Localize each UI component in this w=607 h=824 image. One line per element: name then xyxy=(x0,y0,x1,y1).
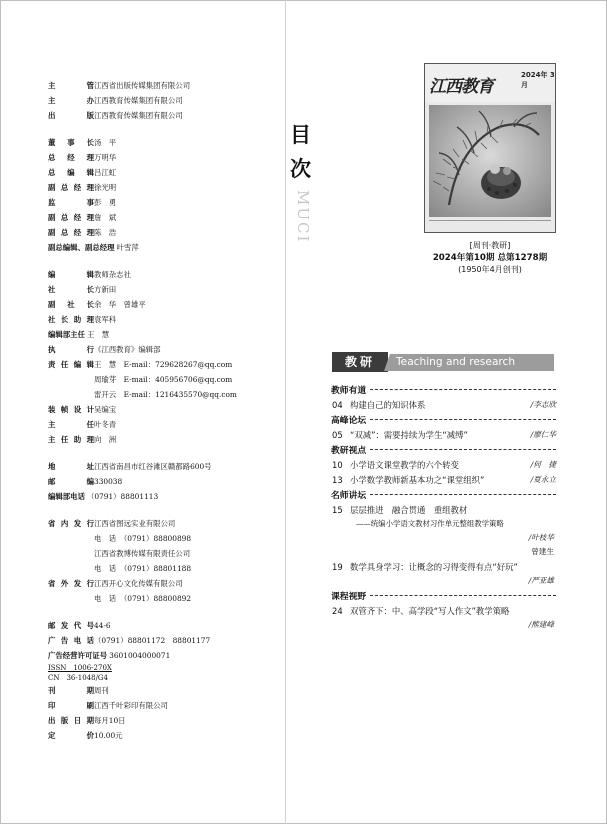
masthead-gap xyxy=(48,606,280,618)
masthead-label: 社 长 xyxy=(48,285,94,294)
toc-article[interactable] xyxy=(331,397,556,412)
masthead-row xyxy=(48,432,280,447)
masthead-row xyxy=(48,180,280,195)
masthead-row xyxy=(48,225,280,240)
masthead-label: 出 版 xyxy=(48,111,94,120)
article-title: 双管齐下：中、高学段“写人作文”教学策略 xyxy=(350,605,510,616)
masthead-row xyxy=(48,459,280,474)
masthead-row xyxy=(48,267,280,282)
masthead-row xyxy=(48,516,280,531)
masthead-value: 叶冬青 xyxy=(94,420,117,429)
masthead xyxy=(48,78,280,743)
masthead-gap xyxy=(48,504,280,516)
article-subtitle[interactable]: ——统编小学语文教材习作单元整组教学策略 xyxy=(356,519,504,528)
masthead-label: 广告经营许可证号 xyxy=(48,651,108,660)
article-page: 13 xyxy=(332,474,343,485)
masthead-value: 每月10日 xyxy=(94,716,126,725)
masthead-value: 江西省教博传媒有限责任公司 xyxy=(94,549,191,558)
section-header xyxy=(332,352,554,372)
masthead-value: 3601004000071 xyxy=(109,651,171,660)
magazine-cover xyxy=(424,63,556,233)
toc-column-heading xyxy=(331,382,556,397)
masthead-label: 副总经理 xyxy=(48,213,94,222)
cover-photo xyxy=(429,105,551,217)
masthead-gap xyxy=(48,123,280,135)
masthead-label: 副总经理 xyxy=(48,183,94,192)
masthead-value: 詹 斌 xyxy=(94,213,117,222)
toc-title-char-2: 次 xyxy=(290,157,311,181)
column-name: 教研视点 xyxy=(331,446,367,456)
publication-founded: (1950年4月创刊) xyxy=(458,265,522,274)
toc-article[interactable] xyxy=(331,427,556,442)
dashed-rule xyxy=(370,389,556,390)
masthead-row xyxy=(48,150,280,165)
masthead-label: 主 任 xyxy=(48,420,94,429)
masthead-label: 邮 编 xyxy=(48,477,94,486)
masthead-row xyxy=(48,683,280,698)
masthead-value: 江西开心文化传媒有限公司 xyxy=(94,579,183,588)
masthead-value: 彭 勇 xyxy=(94,198,117,207)
article-author: /何 捷 xyxy=(530,460,556,469)
masthead-row xyxy=(48,108,280,123)
masthead-row xyxy=(48,698,280,713)
section-title-en: Teaching and research xyxy=(390,354,554,371)
masthead-row xyxy=(48,135,280,150)
toc-column-heading xyxy=(331,487,556,502)
masthead-gap xyxy=(48,255,280,267)
article-page: 05 xyxy=(332,429,343,440)
masthead-row xyxy=(48,402,280,417)
masthead-value: 江西教育传媒集团有限公司 xyxy=(94,111,183,120)
masthead-label: 主 管 xyxy=(48,81,94,90)
page-divider xyxy=(285,0,286,824)
masthead-label: 董事长 xyxy=(48,138,94,147)
article-author[interactable]: 曾建生 xyxy=(531,547,554,556)
masthead-row xyxy=(48,633,280,648)
masthead-label: 总编辑 xyxy=(48,168,94,177)
masthead-label: 刊 期 xyxy=(48,686,94,695)
article-author: /廖仁华 xyxy=(530,430,556,439)
masthead-value: 袁军科 xyxy=(94,315,117,324)
article-title: 小学语文课堂教学的六个转变 xyxy=(350,459,459,470)
masthead-row xyxy=(48,312,280,327)
toc-title-char-1: 目 xyxy=(290,123,311,147)
toc-article[interactable] xyxy=(331,472,556,487)
masthead-row xyxy=(48,489,280,504)
masthead-label: 广告电话 xyxy=(48,636,94,645)
masthead-value: （0791）88801113 xyxy=(86,492,159,501)
toc-title-pinyin: MUCI xyxy=(294,190,312,244)
masthead-value: 吕江虹 xyxy=(94,168,117,177)
masthead-value: 周刊 xyxy=(94,686,109,695)
column-name: 课程视野 xyxy=(331,592,367,602)
publication-issue: 2024年第10期 总第1278期 xyxy=(432,253,548,263)
masthead-label: 编 辑 xyxy=(48,270,94,279)
toc-column-heading xyxy=(331,588,556,603)
article-page: 24 xyxy=(332,605,343,616)
masthead-row xyxy=(48,591,280,606)
dashed-rule xyxy=(370,494,556,495)
masthead-value: 余 华 曾雄平 xyxy=(94,300,146,309)
masthead-row xyxy=(48,728,280,743)
masthead-row xyxy=(48,546,280,561)
masthead-label: 社长助理 xyxy=(48,315,94,324)
toc-list xyxy=(331,382,556,632)
masthead-label: 主 办 xyxy=(48,96,94,105)
column-name: 名师讲坛 xyxy=(331,491,367,501)
article-author: /夏永立 xyxy=(530,475,556,484)
masthead-value: 陈 浩 xyxy=(94,228,117,237)
column-name: 教师有道 xyxy=(331,386,367,396)
masthead-row xyxy=(48,327,280,342)
masthead-row xyxy=(48,297,280,312)
masthead-value: 44-6 xyxy=(94,621,111,630)
masthead-label: 监 事 xyxy=(48,198,94,207)
masthead-value: 王 慧 xyxy=(86,330,110,339)
publication-type: [周刊·教研] xyxy=(469,241,511,250)
article-title: 层层推进 融合贯通 重组教材 xyxy=(350,504,468,515)
publication-info xyxy=(424,240,556,276)
masthead-label: 副总编辑、副总经理 xyxy=(48,243,115,252)
masthead-row xyxy=(48,93,280,108)
masthead-value: 方新田 xyxy=(94,285,117,294)
article-author[interactable]: /严亚雄 xyxy=(528,576,554,585)
masthead-label: 装帧设计 xyxy=(48,405,94,414)
masthead-value: 江西千叶彩印有限公司 xyxy=(94,701,168,710)
toc-column-heading xyxy=(331,412,556,427)
article-author: /李志欣 xyxy=(530,400,556,409)
masthead-row xyxy=(48,372,280,387)
masthead-value: 教师杂志社 xyxy=(94,270,131,279)
masthead-label xyxy=(48,561,94,576)
masthead-row xyxy=(48,648,280,663)
masthead-label xyxy=(48,372,94,387)
masthead-label: 省外发行 xyxy=(48,579,94,588)
masthead-label: 省内发行 xyxy=(48,519,94,528)
masthead-label: 编辑部主任 xyxy=(48,330,85,339)
masthead-value: 江西省出版传媒集团有限公司 xyxy=(94,81,191,90)
toc-article[interactable] xyxy=(331,559,556,574)
masthead-label: 编辑部电话 xyxy=(48,492,85,501)
dashed-rule xyxy=(370,419,556,420)
cover-title: 江西教育 xyxy=(429,77,493,97)
masthead-row xyxy=(48,387,280,402)
dashed-rule xyxy=(370,449,556,450)
masthead-row xyxy=(48,342,280,357)
masthead-row xyxy=(48,713,280,728)
masthead-value: 330038 xyxy=(94,477,123,486)
masthead-label: 邮发代号 xyxy=(48,621,94,630)
article-page: 19 xyxy=(332,561,343,572)
masthead-value: 向 洲 xyxy=(94,435,117,444)
masthead-label: 主任助理 xyxy=(48,435,94,444)
toc-article[interactable] xyxy=(331,603,556,618)
masthead-row xyxy=(48,165,280,180)
masthead-label xyxy=(48,387,94,402)
masthead-value: 电 话 （0791）88801188 xyxy=(94,564,192,573)
masthead-value: 万明华 xyxy=(94,153,117,162)
masthead-row xyxy=(48,282,280,297)
article-page: 04 xyxy=(332,399,343,410)
section-title-cn: 教研 xyxy=(332,352,388,372)
article-title: 数学具身学习：让概念的习得变得有点“好玩” xyxy=(350,561,518,572)
masthead-row xyxy=(48,357,280,372)
cover-footer xyxy=(429,220,551,229)
article-title: 小学数学教师新基本功之“课堂组织” xyxy=(350,474,485,485)
cover-issue: 2024年 3月 xyxy=(521,71,555,89)
masthead-row xyxy=(48,561,280,576)
masthead-value: 王 慧 E-mail：729628267@qq.com xyxy=(94,360,233,369)
masthead-label: 副社长 xyxy=(48,300,94,309)
masthead-value: 周瑜芽 E-mail：405956706@qq.com xyxy=(94,375,233,384)
issn-block xyxy=(48,663,280,683)
masthead-label: 执 行 xyxy=(48,345,94,354)
masthead-gap xyxy=(48,447,280,459)
masthead-label: 副总经理 xyxy=(48,228,94,237)
masthead-label xyxy=(48,591,94,606)
masthead-value: 江西省南昌市红谷滩区赣都路600号 xyxy=(94,462,212,471)
masthead-value: 雷开云 E-mail：1216435570@qq.com xyxy=(94,390,237,399)
masthead-row xyxy=(48,576,280,591)
masthead-row xyxy=(48,618,280,633)
toc-article[interactable] xyxy=(331,502,556,517)
masthead-value: 10.00元 xyxy=(94,731,123,740)
column-name: 高峰论坛 xyxy=(331,416,367,426)
masthead-value: 叶雪萍 xyxy=(116,243,139,252)
masthead-value: 电 话 （0791）88800898 xyxy=(94,534,192,543)
article-page: 15 xyxy=(332,504,343,515)
masthead-value: 《江西教育》编辑部 xyxy=(94,345,161,354)
dashed-rule xyxy=(370,595,556,596)
masthead-label: 出版日期 xyxy=(48,716,94,725)
masthead-label xyxy=(48,546,94,561)
masthead-row xyxy=(48,240,280,255)
masthead-row xyxy=(48,195,280,210)
masthead-label: 地 址 xyxy=(48,462,94,471)
article-author[interactable]: /叶枝华 xyxy=(528,533,554,542)
toc-article[interactable] xyxy=(331,457,556,472)
masthead-row xyxy=(48,417,280,432)
cn-number: CN 36-1048/G4 xyxy=(48,674,108,682)
issn-number: ISSN 1006-270X xyxy=(48,664,112,672)
masthead-label: 总经理 xyxy=(48,153,94,162)
toc-title xyxy=(290,118,311,186)
toc-column-heading xyxy=(331,442,556,457)
masthead-row xyxy=(48,210,280,225)
masthead-row xyxy=(48,78,280,93)
masthead-label: 定 价 xyxy=(48,731,94,740)
masthead-value: 徐光明 xyxy=(94,183,117,192)
article-title: 构建自己的知识体系 xyxy=(350,399,426,410)
masthead-label: 印 刷 xyxy=(48,701,94,710)
masthead-value: 江西省图远实业有限公司 xyxy=(94,519,176,528)
masthead-value: 江西教育传媒集团有限公司 xyxy=(94,96,183,105)
masthead-value: 吴编宝 xyxy=(94,405,117,414)
masthead-row xyxy=(48,474,280,489)
masthead-value: （0791）88801172 88801177 xyxy=(94,636,211,645)
masthead-label: 责任编辑 xyxy=(48,360,94,369)
masthead-value: 汤 平 xyxy=(94,138,117,147)
masthead-value: 电 话 （0791）88800892 xyxy=(94,594,192,603)
article-title: “双减”：需要持续为学生“减缚” xyxy=(350,429,468,440)
article-author[interactable]: /熊建峰 xyxy=(528,620,554,629)
masthead-label xyxy=(48,531,94,546)
article-page: 10 xyxy=(332,459,343,470)
masthead-row xyxy=(48,531,280,546)
